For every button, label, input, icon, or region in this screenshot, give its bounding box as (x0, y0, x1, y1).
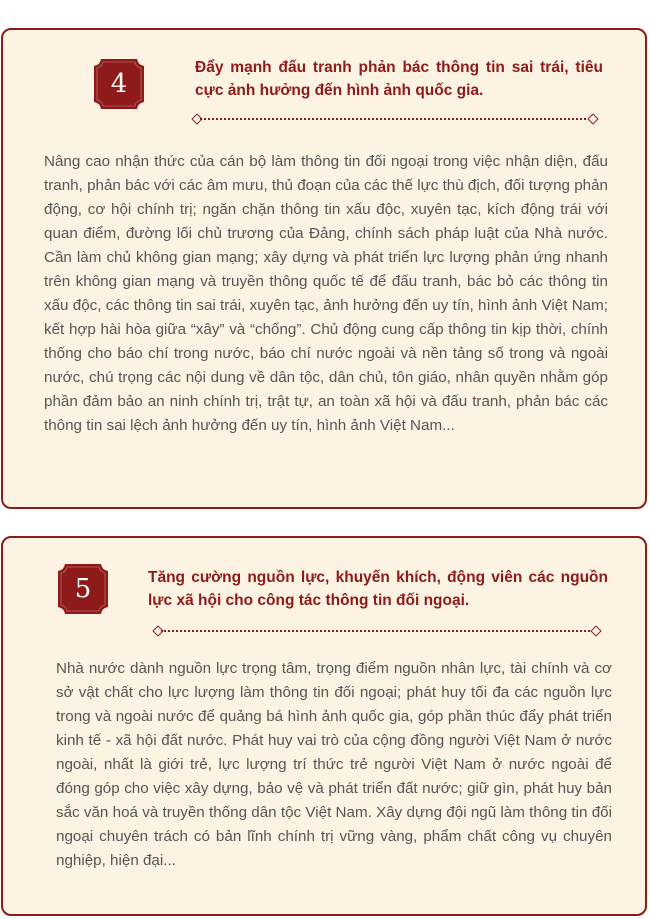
section-body: Nâng cao nhận thức của cán bộ làm thông tin đối ngoại trong việc nhận diện, đấu tranh, phản bác với các âm mưu, thủ đoạn của các thế lực thù địch, đối tượng phản động, cơ hội chính trị; ngăn chặn thông tin xấu độc, xuyên tạc, kích động trái với quan điểm, đường lối chủ trương của Đảng, chính sách pháp luật của Nhà nước. Cần làm chủ không gian mạng; xây dựng và phát triển lực lượng phản ứng nhanh trên không gian mạng và truyền thông quốc tế để đấu tranh, bác bỏ các thông tin xấu độc, các thông tin sai trái, xuyên tạc, ảnh hưởng đến uy tín, hình ảnh Việt Nam; kết hợp hài hòa giữa “xây” và “chống”. Chủ động cung cấp thông tin kịp thời, chính thống cho báo chí trong nước, báo chí nước ngoài và nền tảng số trong và ngoài nước, chú trọng các nội dung về dân tộc, dân chủ, tôn giáo, nhân quyền nhằm góp phần đảm bảo an ninh chính trị, trật tự, an toàn xã hội và đấu tranh, phản bác các thông tin sai lệch ảnh hưởng đến uy tín, hình ảnh Việt Nam... (44, 153, 608, 434)
dotted-divider (154, 626, 600, 636)
number-badge (92, 57, 146, 111)
section-card-5 (1, 536, 647, 916)
section-number: 4 (110, 69, 128, 99)
section-body: Nhà nước dành nguồn lực trọng tâm, trọng điểm nguồn nhân lực, tài chính và cơ sở vật chất cho lực lượng làm thông tin đối ngoại; phát huy tối đa các nguồn lực trong và ngoài nước để quảng bá hình ảnh quốc gia, góp phần thúc đẩy phát triển kinh tế - xã hội đất nước. Phát huy vai trò của cộng đồng người Việt Nam ở nước ngoài, nhất là giới trẻ, lực lượng trí thức trẻ người Việt Nam ở nước ngoài để đóng góp cho việc xây dựng, bảo vệ và phát triển đất nước; giữ gìn, phát huy bản sắc văn hoá và truyền thống dân tộc Việt Nam. Xây dựng đội ngũ làm thông tin đối ngoại chuyên trách có bản lĩnh chính trị vững vàng, phẩm chất công vụ chuyên nghiệp, hiện đại... (56, 660, 612, 869)
section-heading: Đẩy mạnh đấu tranh phản bác thông tin sai trái, tiêu cực ảnh hưởng đến hình ảnh quốc gia. (195, 59, 603, 99)
section-card-4 (1, 28, 647, 509)
diamond-icon (590, 625, 601, 636)
section-number: 5 (74, 574, 92, 604)
section-heading: Tăng cường nguồn lực, khuyến khích, động viên các nguồn lực xã hội cho công tác thông tin đối ngoại. (148, 569, 608, 609)
diamond-icon (587, 113, 598, 124)
dotted-divider (193, 114, 597, 124)
number-badge (56, 562, 110, 616)
